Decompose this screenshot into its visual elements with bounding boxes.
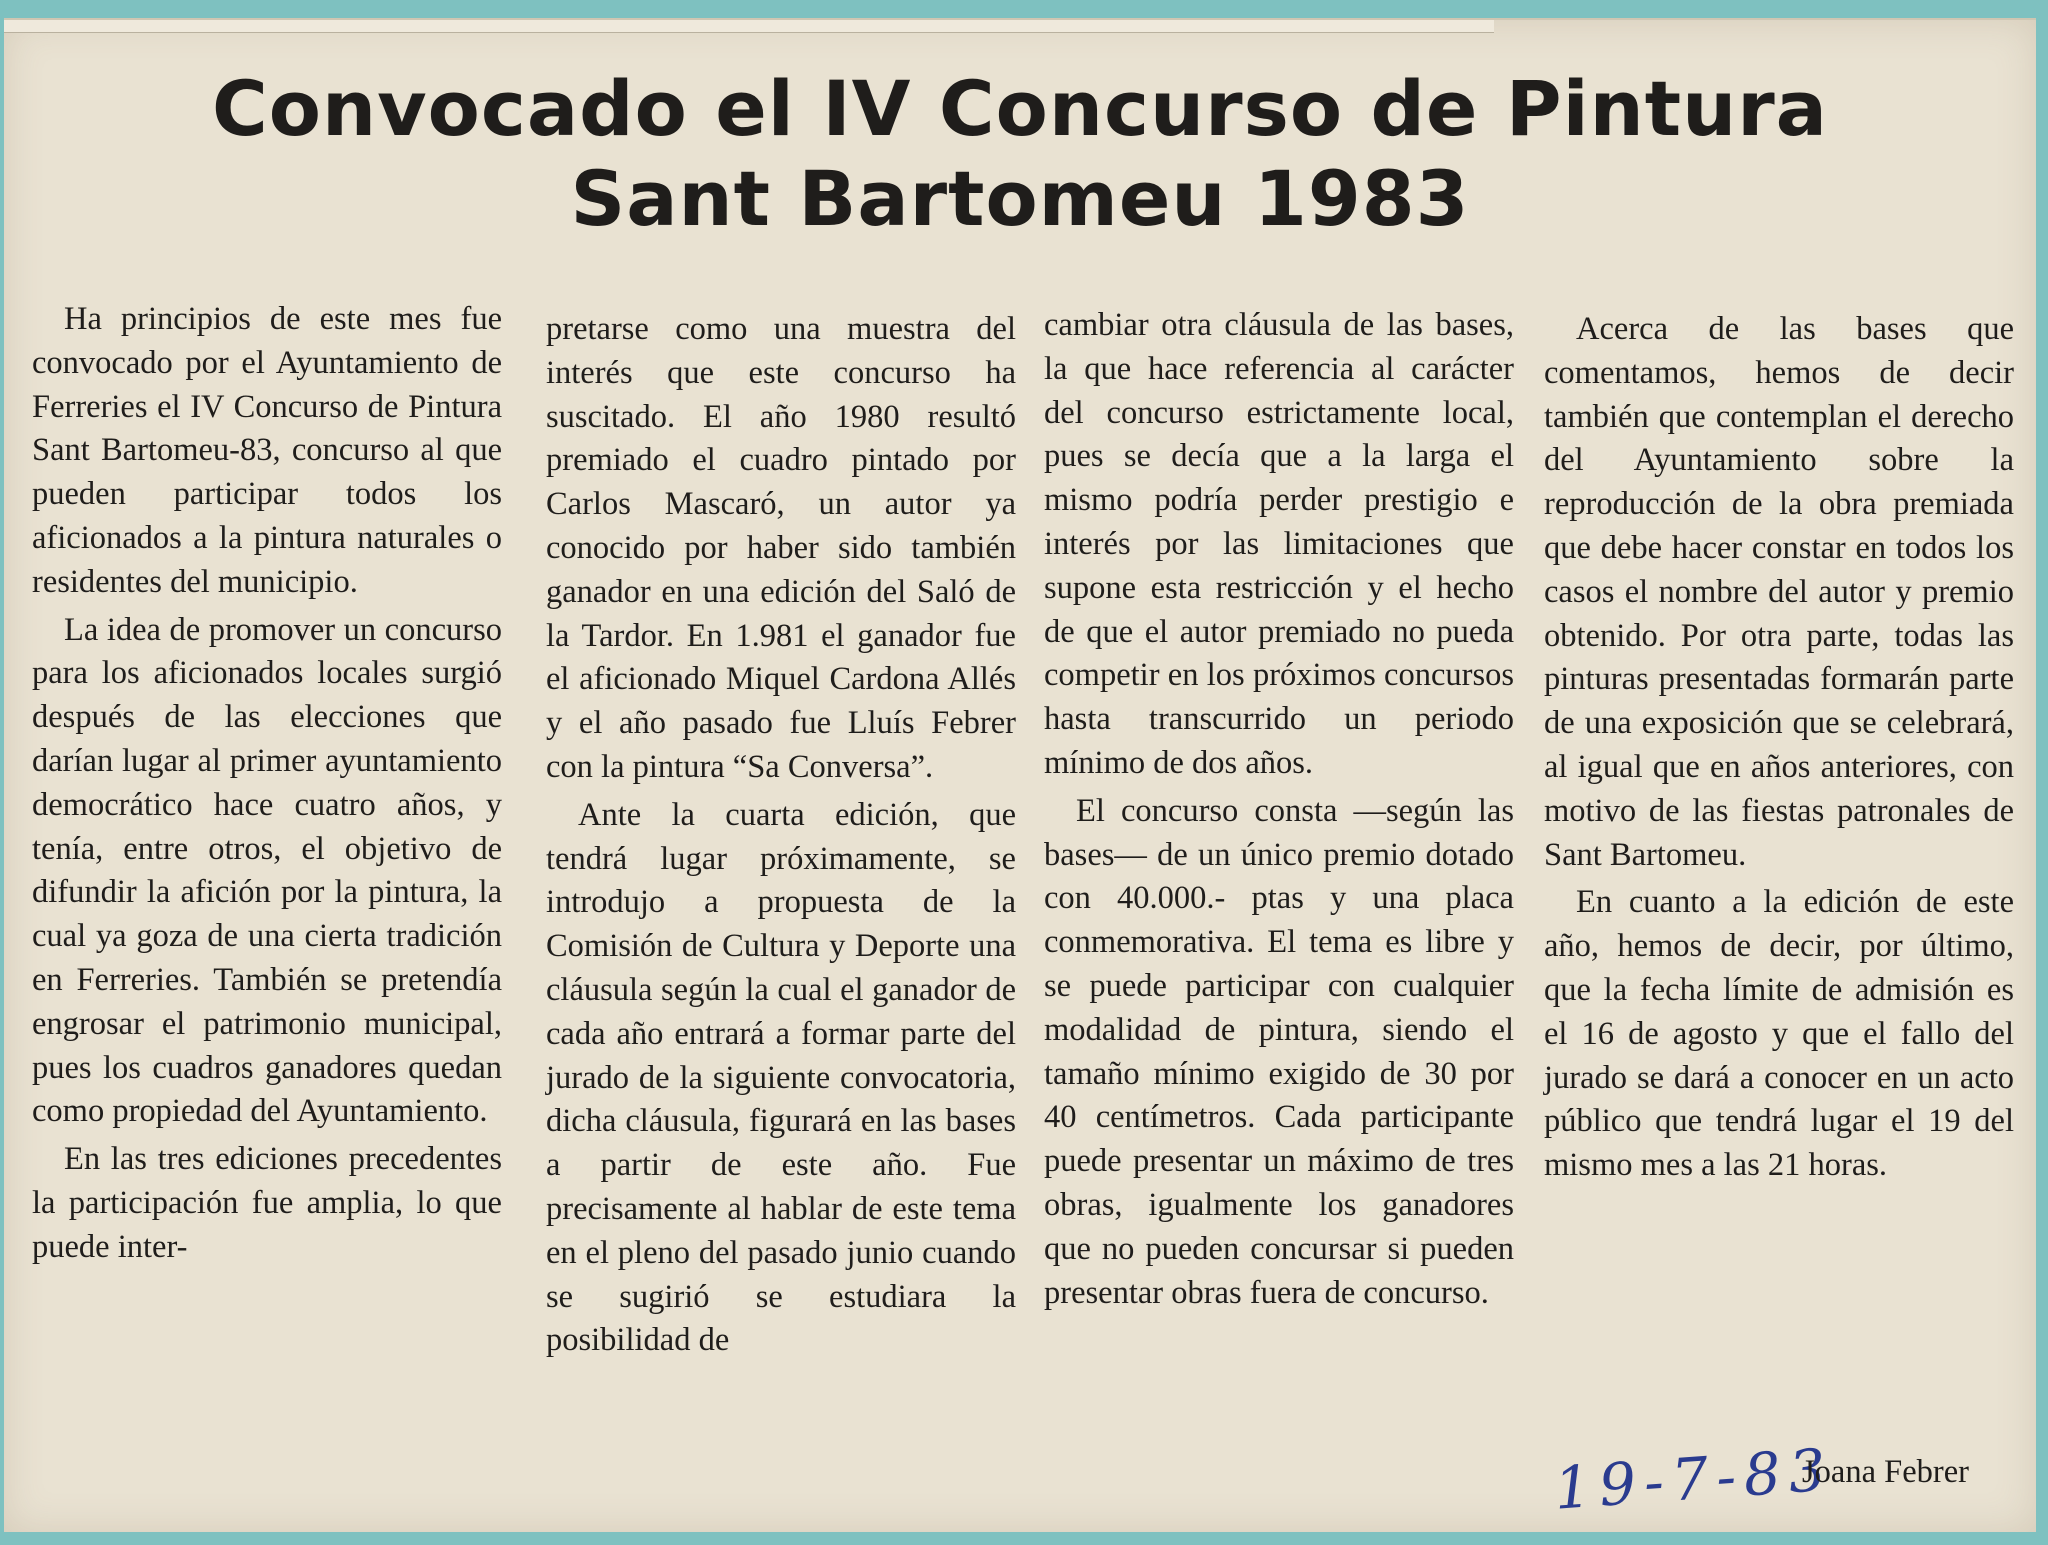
handwritten-date: 19-7-83 (1551, 1435, 1836, 1523)
paragraph: cambiar otra cláusula de las bases, la que hace referencia al carácter del concurso estrictamente local, pues se decía que a la larga el mismo podría perder prestigio e interés por las limitaciones que supone esta restricción y el hecho de que el autor premiado no pueda competir en los próximos concursos hasta transcurrido un periodo mínimo de dos años. (1044, 307, 1514, 781)
article-column-3 (1044, 304, 1514, 1315)
paragraph: Acerca de las bases que comentamos, hemos de decir también que contemplan el derecho del Ayuntamiento sobre la reproducción de la obra premiada que debe hacer constar en todos los casos el nombre del autor y premio obtenido. Por otra parte, todas las pinturas presentadas formarán parte de una exposición que se celebrará, al igual que en años anteriores, con motivo de las fiestas patronales de Sant Bartomeu. (1544, 311, 2014, 873)
byline: Joana Febrer (1802, 1454, 1969, 1490)
paragraph: En cuanto a la edición de este año, hemos de decir, por último, que la fecha límite de admisión es el 16 de agosto y que el fallo del jurado se dará a conocer en un acto público que tendrá lugar el 19 del mismo mes a las 21 horas. (1544, 884, 2014, 1184)
headline-line-2: Sant Bartomeu 1983 (570, 154, 1470, 243)
torn-paper-strip (4, 20, 1494, 33)
newspaper-clipping (4, 18, 2036, 1532)
paragraph: pretarse como una muestra del interés que este concurso ha suscitado. El año 1980 resultó premiado el cuadro pintado por Carlos Mascaró, un autor ya conocido por haber sido también ganador en una edición del Saló de la Tardor. En 1.981 el ganador fue el aficionado Miquel Cardona Allés y el año pasado fue Lluís Febrer con la pintura “Sa Conversa”. (546, 311, 1016, 785)
headline (4, 64, 2036, 244)
paragraph: El concurso consta —según las bases— de un único premio dotado con 40.000.- ptas y una placa conmemorativa. El tema es libre y se puede participar con cualquier modalidad de pintura, siendo el tamaño mínimo exigido de 30 por 40 centímetros. Cada participante puede presentar un máximo de tres obras, igualmente los ganadores que no pueden concursar si pueden presentar obras fuera de concurso. (1044, 792, 1514, 1311)
article-column-4 (1544, 308, 2014, 1188)
article-column-2 (546, 308, 1016, 1363)
headline-line-1: Convocado el IV Concurso de Pintura (212, 64, 1828, 153)
paragraph: La idea de promover un concurso para los aficionados locales surgió después de las elecciones que darían lugar al primer ayuntamiento democrático hace cuatro años, y tenía, entre otros, el objetivo de difundir la afición por la pintura, la cual ya goza de una cierta tradición en Ferreries. También se pretendía engrosar el patrimonio municipal, pues los cuadros ganadores quedan como propiedad del Ayuntamiento. (32, 611, 502, 1130)
paragraph: En las tres ediciones precedentes la participación fue amplia, lo que puede inter- (32, 1141, 502, 1265)
article-column-1 (32, 298, 502, 1270)
paragraph: Ha principios de este mes fue convocado por el Ayuntamiento de Ferreries el IV Concurso de Pintura Sant Bartomeu-83, concurso al que pueden participar todos los aficionados a la pintura naturales o residentes del municipio. (32, 301, 502, 600)
article-body (24, 298, 2024, 1543)
paragraph: Ante la cuarta edición, que tendrá lugar próximamente, se introdujo a propuesta de la Comisión de Cultura y Deporte una cláusula según la cual el ganador de cada año entrará a formar parte del jurado de la siguiente convocatoria, dicha cláusula, figurará en las bases a partir de este año. Fue precisamente al hablar de este tema en el pleno del pasado junio cuando se sugirió se estudiara la posibilidad de (546, 796, 1016, 1359)
